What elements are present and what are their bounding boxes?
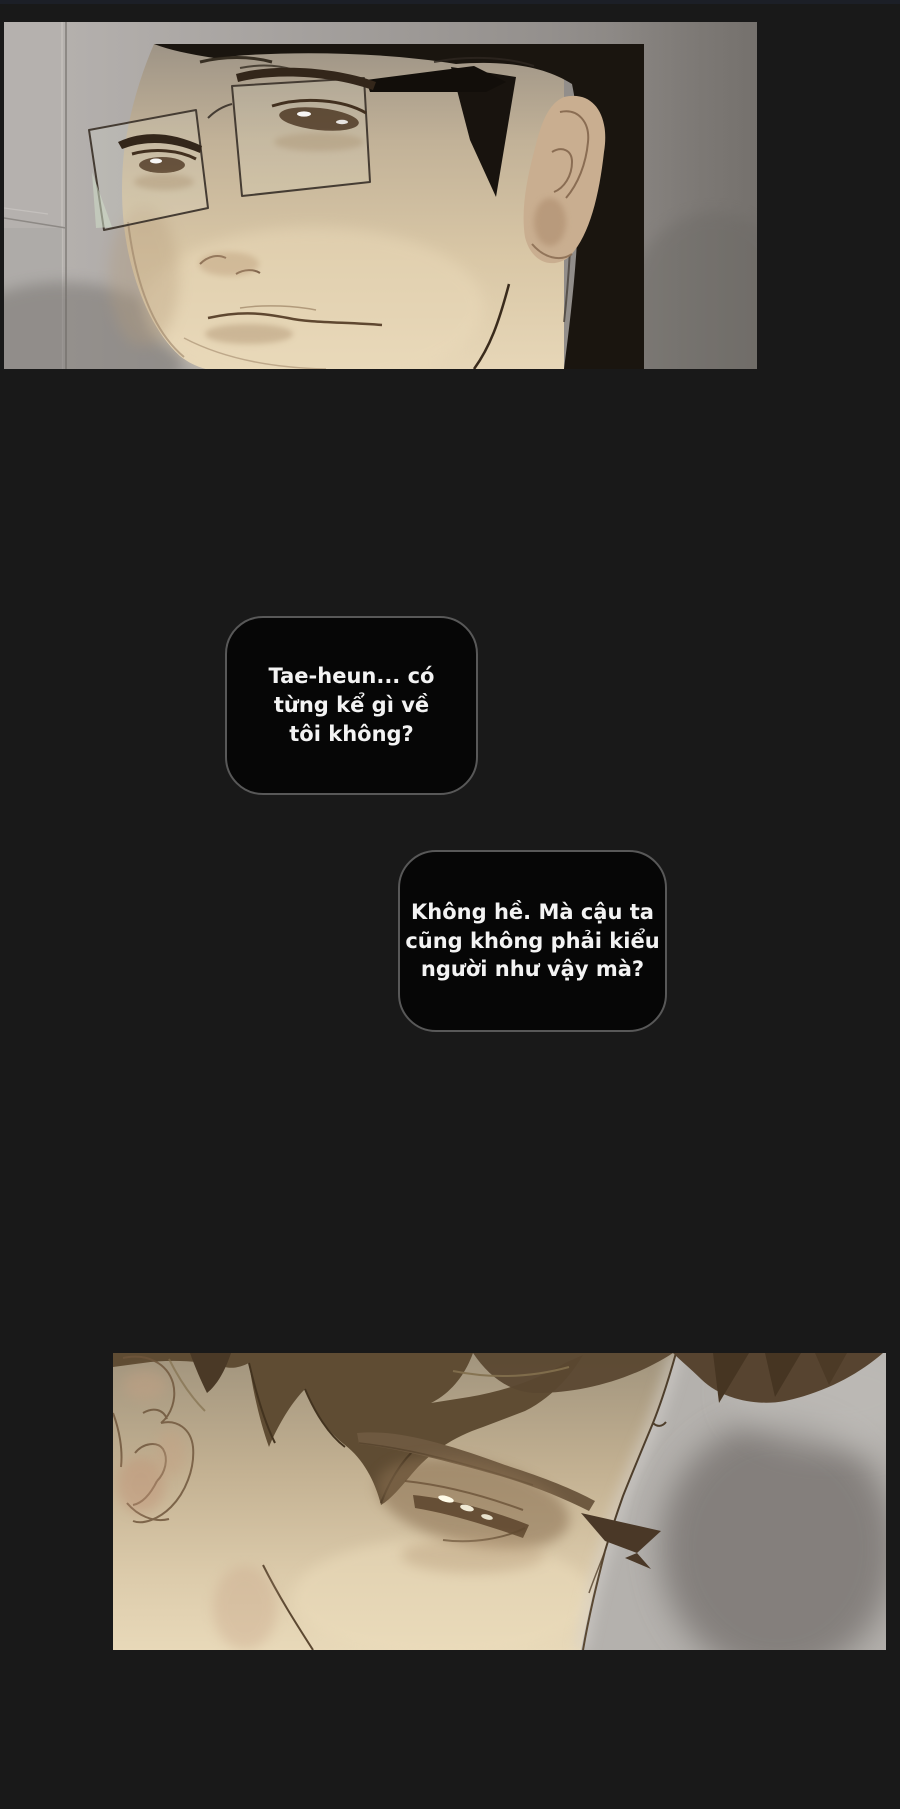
page-top-strip [0,0,900,4]
bottom-panel-art [113,1353,886,1650]
speech-bubble-1 [225,616,478,795]
top-panel-illustration [4,22,757,369]
speech-bubble-2 [398,850,667,1032]
top-panel-art [4,22,757,369]
speech-bubble-2-text: Không hề. Mà cậu ta cũng không phải kiểu người như vậy mà? [405,899,660,982]
speech-bubble-1-text: Tae-heun... có từng kể gì về tôi không? [268,664,435,746]
bottom-panel-illustration [113,1353,886,1650]
